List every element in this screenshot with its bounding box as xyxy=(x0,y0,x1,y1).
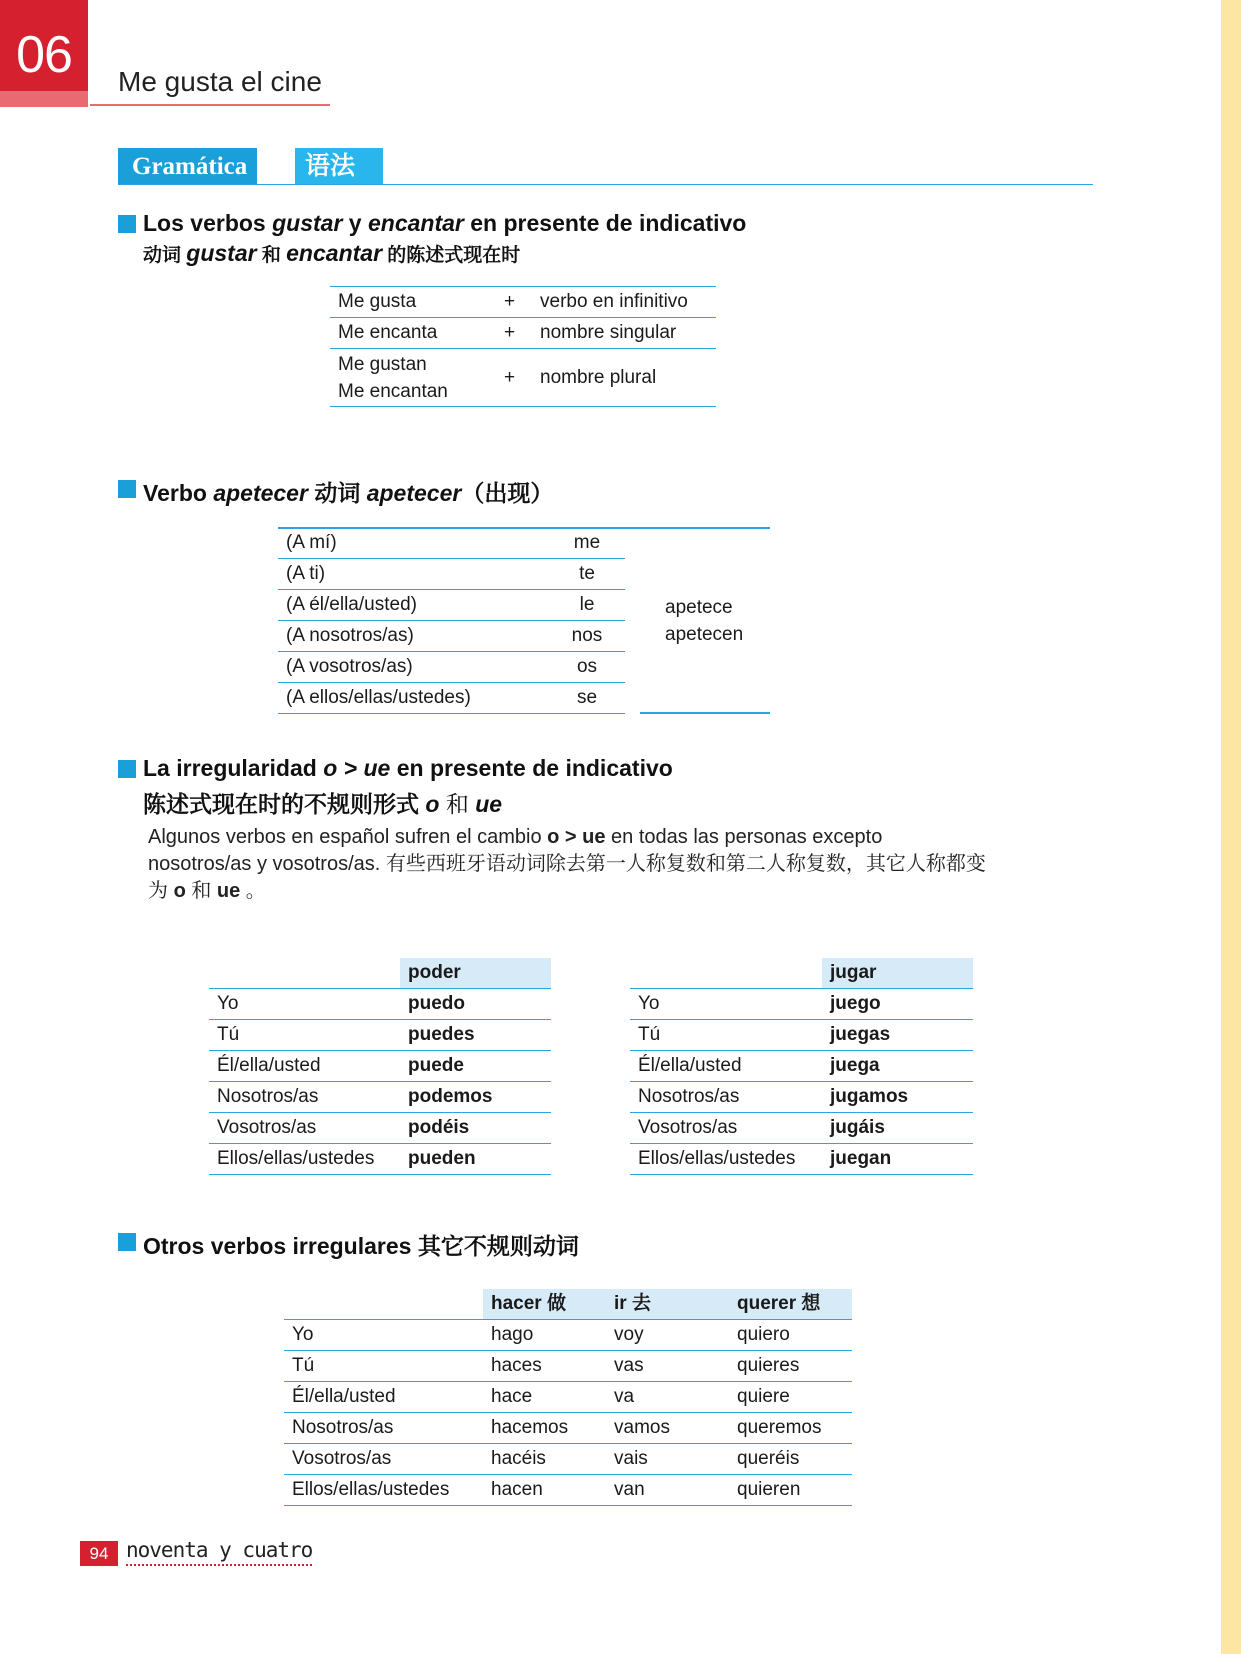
section-title-apetecer: Verbo apetecer 动词 apetecer（出现） xyxy=(143,480,554,506)
table-row: (A ellos/ellas/ustedes) se xyxy=(278,683,625,714)
jugar-table xyxy=(630,958,973,1175)
table-row: (A vosotros/as) os xyxy=(278,652,625,683)
table-row: Ellos/ellas/ustedes juegan xyxy=(630,1144,973,1175)
chapter-number: 06 xyxy=(16,26,72,84)
section-bullet-icon xyxy=(118,1233,136,1251)
irregularidad-paragraph: Algunos verbos en español sufren el cambio o > ue en todas las personas excepto nosotros/as y vosotros/as. 有些西班牙语动词除去第一人称复数和第二人称复数，其它人称都变为 o 和 ue 。 xyxy=(148,826,986,902)
gustar-table xyxy=(330,286,716,407)
grammar-banner-cn: 语法 xyxy=(295,148,383,185)
table-row: Él/ella/usted puede xyxy=(209,1051,551,1082)
title-underline xyxy=(90,104,330,106)
table-row: Él/ella/usted juega xyxy=(630,1051,973,1082)
table-row: Ellos/ellas/ustedes pueden xyxy=(209,1144,551,1175)
apetecer-bottom-rule xyxy=(640,712,770,714)
table-row: (A nosotros/as) nos xyxy=(278,621,625,652)
table-row: Tú puedes xyxy=(209,1020,551,1051)
table-row: Yo puedo xyxy=(209,989,551,1020)
page-number-words: noventa y cuatro xyxy=(126,1538,312,1566)
section-title-gustar: Los verbos gustar y encantar en presente de indicativo xyxy=(143,210,747,236)
table-row: Tú haces vas quieres xyxy=(284,1351,852,1382)
table-row: (A ti) te xyxy=(278,559,625,590)
chapter-title: Me gusta el cine xyxy=(118,66,322,97)
table-header-row: poder xyxy=(209,958,551,989)
table-row: Tú juegas xyxy=(630,1020,973,1051)
table-row: Vosotros/as podéis xyxy=(209,1113,551,1144)
section-title-otros: Otros verbos irregulares 其它不规则动词 xyxy=(143,1233,579,1259)
page-number: 94 xyxy=(80,1541,118,1566)
banner-rule xyxy=(118,184,1093,185)
apetecer-table xyxy=(278,528,625,714)
section-subtitle-irregularidad: 陈述式现在时的不规则形式 o 和 ue xyxy=(143,791,503,817)
table-row: Él/ella/usted hace va quiere xyxy=(284,1382,852,1413)
chapter-badge-underbar xyxy=(0,91,88,107)
table-row: Ellos/ellas/ustedes hacen van quieren xyxy=(284,1475,852,1506)
grammar-banner: Gramática xyxy=(118,148,257,185)
table-header-row: hacer 做 ir 去 querer 想 xyxy=(284,1289,852,1320)
table-row: Nosotros/as podemos xyxy=(209,1082,551,1113)
table-row: Me gustan Me encantan + nombre plural xyxy=(330,349,716,407)
section-bullet-icon xyxy=(118,760,136,778)
section-bullet-icon xyxy=(118,215,136,233)
table-row: Yo juego xyxy=(630,989,973,1020)
table-header-row: jugar xyxy=(630,958,973,989)
section-subtitle-gustar: 动词 gustar 和 encantar 的陈述式现在时 xyxy=(143,240,521,266)
section-title-irregularidad: La irregularidad o > ue en presente de indicativo xyxy=(143,755,673,781)
table-row: Vosotros/as hacéis vais queréis xyxy=(284,1444,852,1475)
poder-table xyxy=(209,958,551,1175)
table-row: Yo hago voy quiero xyxy=(284,1320,852,1351)
table-row: Me encanta + nombre singular xyxy=(330,318,716,349)
table-row: Me gusta + verbo en infinitivo xyxy=(330,287,716,318)
apetecer-forms: apetece apetecen xyxy=(665,597,744,645)
page-edge-strip xyxy=(1221,0,1241,1654)
table-row: (A él/ella/usted) le xyxy=(278,590,625,621)
section-bullet-icon xyxy=(118,480,136,498)
table-row: Nosotros/as hacemos vamos queremos xyxy=(284,1413,852,1444)
table-row: Vosotros/as jugáis xyxy=(630,1113,973,1144)
table-row: (A mí) me xyxy=(278,528,625,559)
table-row: Nosotros/as jugamos xyxy=(630,1082,973,1113)
otros-verbos-table xyxy=(284,1289,852,1506)
